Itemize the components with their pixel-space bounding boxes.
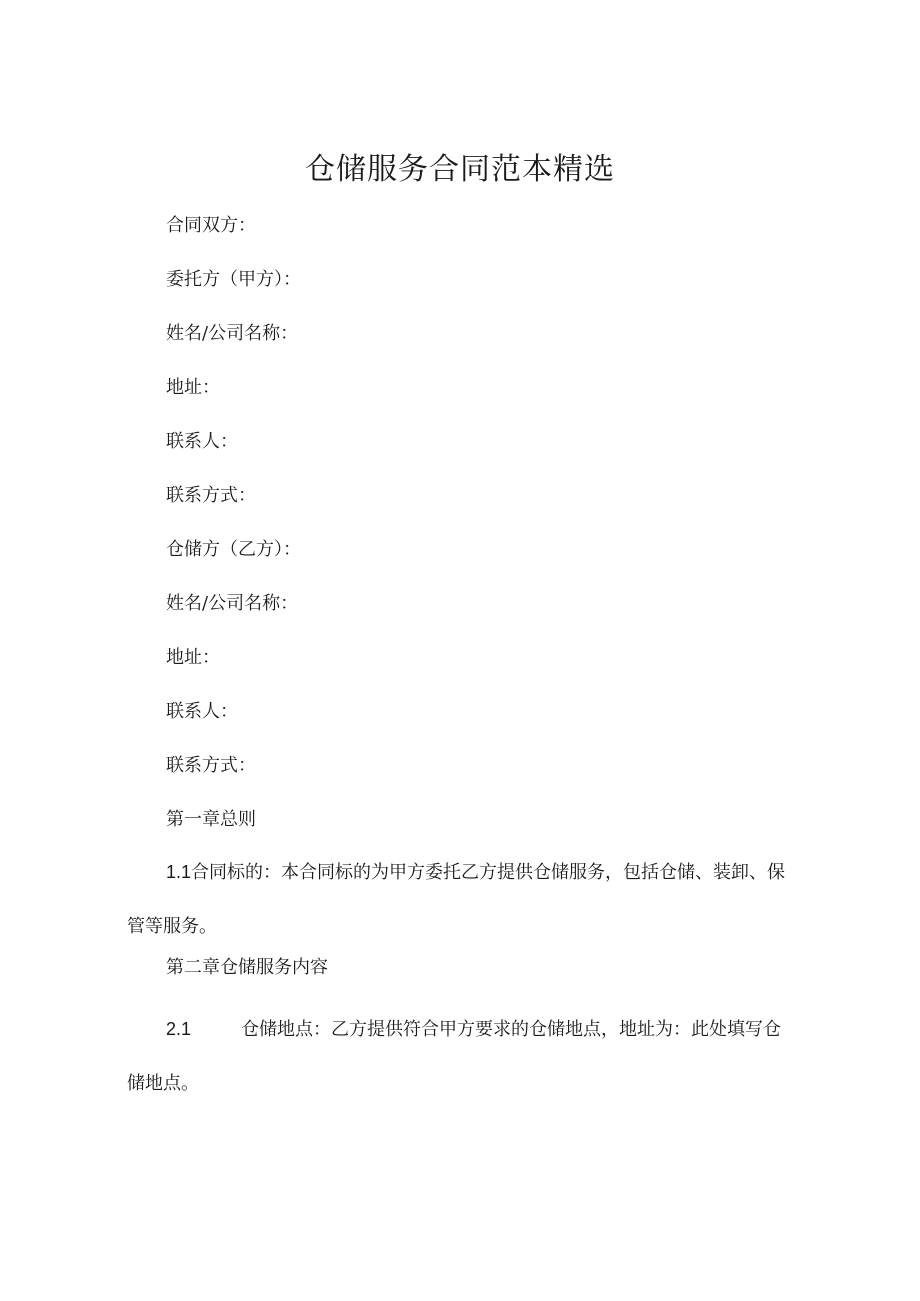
party-b-phone-field: 联系方式： xyxy=(166,755,256,776)
clause-1-1 xyxy=(127,845,795,954)
party-a-phone-field: 联系方式： xyxy=(166,485,256,506)
party-b-contact-field: 联系人： xyxy=(166,701,238,722)
contract-parties-heading: 合同双方： xyxy=(166,215,256,236)
party-a-address-field: 地址： xyxy=(166,377,220,398)
party-b-address-field: 地址： xyxy=(166,647,220,668)
clause-2-1 xyxy=(127,1002,795,1111)
clause-2-1-text: 仓储地点：乙方提供符合甲方要求的仓储地点，地址为：此处填写仓储地点。 xyxy=(127,1019,782,1094)
party-a-heading: 委托方（甲方）： xyxy=(166,269,301,290)
document-title: 仓储服务合同范本精选 xyxy=(305,152,615,187)
chapter-2-heading: 第二章仓储服务内容 xyxy=(166,957,328,978)
party-a-name-field: 姓名/公司名称： xyxy=(166,323,299,344)
clause-2-1-number: 2.1 xyxy=(166,1019,192,1039)
party-b-heading: 仓储方（乙方）： xyxy=(166,539,301,560)
party-b-name-field: 姓名/公司名称： xyxy=(166,593,299,614)
clause-1-1-number: 1.1 xyxy=(166,862,192,882)
chapter-1-heading: 第一章总则 xyxy=(166,809,256,830)
party-a-contact-field: 联系人： xyxy=(166,431,238,452)
clause-1-1-text: 合同标的：本合同标的为甲方委托乙方提供仓储服务，包括仓储、装卸、保管等服务。 xyxy=(127,862,786,937)
